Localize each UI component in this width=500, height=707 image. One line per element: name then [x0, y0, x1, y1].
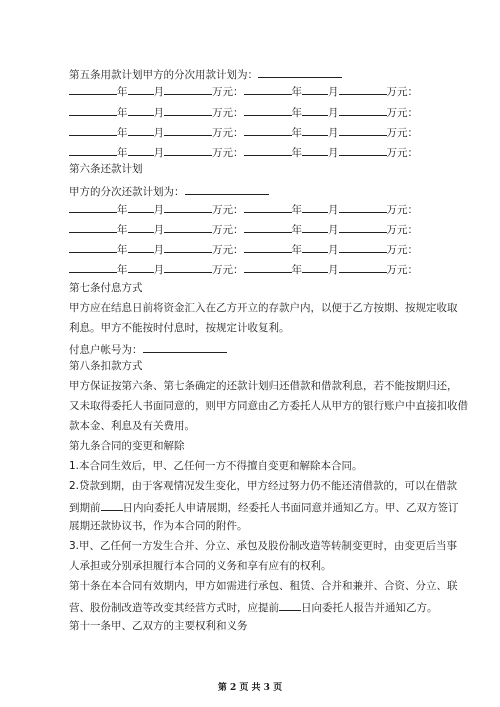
- account-number-label: 付息户帐号为：: [69, 344, 143, 356]
- blank-line: [339, 83, 387, 95]
- schedule-row: [69, 124, 418, 140]
- year-unit: 年: [117, 127, 128, 139]
- blank-line: [164, 83, 212, 95]
- blank-line: [164, 221, 212, 233]
- amount-unit: 万元：: [212, 244, 244, 256]
- amount-unit: 万元：: [386, 86, 418, 98]
- year-unit: 年: [291, 127, 302, 139]
- blank-line: [69, 261, 117, 273]
- blank-line: [164, 104, 212, 116]
- blank-line: [339, 124, 387, 136]
- blank-line: [302, 124, 328, 136]
- article-8-paragraph-line-2: 又未取得委托人书面同意的，则甲方同意由乙方委托人从甲方的银行账户中直接扣收借: [69, 400, 468, 412]
- blank-line: [164, 201, 212, 213]
- year-unit: 年: [291, 107, 302, 119]
- year-unit: 年: [117, 264, 128, 276]
- clause-2-text-before-blank: 到期前: [69, 502, 101, 514]
- month-unit: 月: [328, 86, 339, 98]
- article-10-line-2: [69, 599, 438, 615]
- blank-line: [69, 104, 117, 116]
- article-7-paragraph-line-2: 利息。甲方不能按时付息时，按规定计收复利。: [69, 322, 290, 334]
- year-unit: 年: [117, 107, 128, 119]
- blank-line: [258, 66, 342, 78]
- month-unit: 月: [328, 204, 339, 216]
- blank-line: [128, 83, 154, 95]
- amount-unit: 万元：: [212, 107, 244, 119]
- blank-line: [339, 241, 387, 253]
- schedule-row: [69, 201, 418, 217]
- blank-line: [339, 261, 387, 273]
- article-7-title: 第七条付息方式: [69, 282, 143, 294]
- blank-line: [244, 261, 292, 273]
- blank-line: [244, 104, 292, 116]
- blank-line: [128, 261, 154, 273]
- blank-line: [128, 201, 154, 213]
- blank-line: [69, 83, 117, 95]
- month-unit: 月: [153, 244, 164, 256]
- month-unit: 月: [153, 107, 164, 119]
- month-unit: 月: [153, 147, 164, 159]
- blank-line: [185, 183, 269, 195]
- blank-line: [164, 261, 212, 273]
- amount-unit: 万元：: [212, 264, 244, 276]
- year-unit: 年: [291, 264, 302, 276]
- blank-line: [69, 144, 117, 156]
- article-8-paragraph-line-3: 款本金、利息及有关费用。: [69, 420, 195, 432]
- year-unit: 年: [117, 204, 128, 216]
- year-unit: 年: [117, 147, 128, 159]
- blank-line: [128, 241, 154, 253]
- blank-line: [339, 201, 387, 213]
- amount-unit: 万元：: [386, 224, 418, 236]
- blank-line: [244, 144, 292, 156]
- schedule-row: [69, 221, 418, 237]
- blank-line: [128, 124, 154, 136]
- schedule-row: [69, 261, 418, 277]
- month-unit: 月: [153, 224, 164, 236]
- amount-unit: 万元：: [386, 204, 418, 216]
- amount-unit: 万元：: [386, 264, 418, 276]
- blank-line: [69, 221, 117, 233]
- year-unit: 年: [291, 224, 302, 236]
- article-9-clause-3-line-1: 3.甲、乙任何一方发生合并、分立、承包及股份制改造等转制变更时，由变更后当事: [69, 540, 458, 552]
- month-unit: 月: [153, 204, 164, 216]
- article-5-title-line: [69, 66, 342, 82]
- account-number-line: [69, 341, 227, 357]
- blank-line: [69, 124, 117, 136]
- blank-line: [244, 83, 292, 95]
- blank-line: [244, 124, 292, 136]
- month-unit: 月: [328, 107, 339, 119]
- month-unit: 月: [328, 127, 339, 139]
- year-unit: 年: [117, 224, 128, 236]
- amount-unit: 万元：: [386, 107, 418, 119]
- blank-line: [164, 241, 212, 253]
- month-unit: 月: [153, 264, 164, 276]
- schedule-row: [69, 144, 418, 160]
- article-6-sub: 甲方的分次还款计划为：: [69, 186, 185, 198]
- month-unit: 月: [328, 147, 339, 159]
- article-9-clause-3-line-2: 人承担或分别承担履行本合同的义务和享有应有的权利。: [69, 560, 332, 572]
- schedule-row: [69, 241, 418, 257]
- article-10-text-before-blank: 营、股份制改造等改变其经营方式时，应提前: [69, 602, 279, 614]
- article-9-title: 第九条合同的变更和解除: [69, 440, 185, 452]
- article-9-clause-2-line-1: 2.贷款到期，由于客观情况发生变化，甲方经过努力仍不能还清借款的，可以在借款: [69, 480, 458, 492]
- blank-line: [143, 341, 227, 353]
- year-unit: 年: [117, 244, 128, 256]
- blank-line: [101, 499, 123, 511]
- year-unit: 年: [291, 204, 302, 216]
- blank-line: [302, 261, 328, 273]
- amount-unit: 万元：: [212, 127, 244, 139]
- blank-line: [244, 201, 292, 213]
- article-9-clause-2-line-3: 展期还款协议书，作为本合同的附件。: [69, 520, 248, 532]
- month-unit: 月: [328, 264, 339, 276]
- blank-line: [128, 144, 154, 156]
- amount-unit: 万元：: [212, 204, 244, 216]
- year-unit: 年: [291, 86, 302, 98]
- blank-line: [69, 201, 117, 213]
- year-unit: 年: [117, 86, 128, 98]
- clause-2-text-after-blank: 日内向委托人申请展期，经委托人书面同意并通知乙方。甲、乙双方签订: [122, 502, 459, 514]
- blank-line: [302, 144, 328, 156]
- month-unit: 月: [328, 244, 339, 256]
- year-unit: 年: [291, 147, 302, 159]
- blank-line: [302, 201, 328, 213]
- article-9-clause-2-line-2: [69, 499, 459, 515]
- schedule-row: [69, 104, 418, 120]
- blank-line: [164, 144, 212, 156]
- article-8-paragraph-line-1: 甲方保证按第六条、第七条确定的还款计划归还借款和借款利息，若不能按期归还，: [69, 380, 458, 392]
- blank-line: [339, 221, 387, 233]
- article-5-title: 第五条用款计划甲方的分次用款计划为：: [69, 69, 258, 81]
- article-10-line-1: 第十条在本合同有效期内，甲方如需进行承包、租赁、合并和兼并、合资、分立、联: [69, 580, 458, 592]
- month-unit: 月: [153, 127, 164, 139]
- article-7-paragraph-line-1: 甲方应在结息日前将资金汇入在乙方开立的存款户内，以便于乙方按期、按规定收取: [69, 302, 458, 314]
- amount-unit: 万元：: [386, 244, 418, 256]
- blank-line: [339, 144, 387, 156]
- amount-unit: 万元：: [386, 147, 418, 159]
- article-11-title: 第十一条甲、乙双方的主要权利和义务: [69, 620, 248, 632]
- blank-line: [69, 241, 117, 253]
- amount-unit: 万元：: [212, 224, 244, 236]
- article-8-title: 第八条扣款方式: [69, 360, 143, 372]
- article-6-title: 第六条还款计划: [69, 163, 143, 175]
- blank-line: [279, 599, 301, 611]
- blank-line: [244, 241, 292, 253]
- blank-line: [128, 104, 154, 116]
- year-unit: 年: [291, 244, 302, 256]
- article-9-clause-1: 1.本合同生效后，甲、乙任何一方不得擅自变更和解除本合同。: [69, 460, 363, 472]
- month-unit: 月: [328, 224, 339, 236]
- schedule-row: [69, 83, 418, 99]
- month-unit: 月: [153, 86, 164, 98]
- amount-unit: 万元：: [212, 147, 244, 159]
- article-10-text-after-blank: 日向委托人报告并通知乙方。: [301, 602, 438, 614]
- amount-unit: 万元：: [212, 86, 244, 98]
- article-6-sub-line: [69, 183, 269, 199]
- blank-line: [128, 221, 154, 233]
- blank-line: [302, 221, 328, 233]
- blank-line: [339, 104, 387, 116]
- amount-unit: 万元：: [386, 127, 418, 139]
- blank-line: [302, 241, 328, 253]
- blank-line: [302, 83, 328, 95]
- blank-line: [164, 124, 212, 136]
- blank-line: [244, 221, 292, 233]
- page-number-footer: 第 2 页 共 3 页: [217, 683, 283, 693]
- blank-line: [302, 104, 328, 116]
